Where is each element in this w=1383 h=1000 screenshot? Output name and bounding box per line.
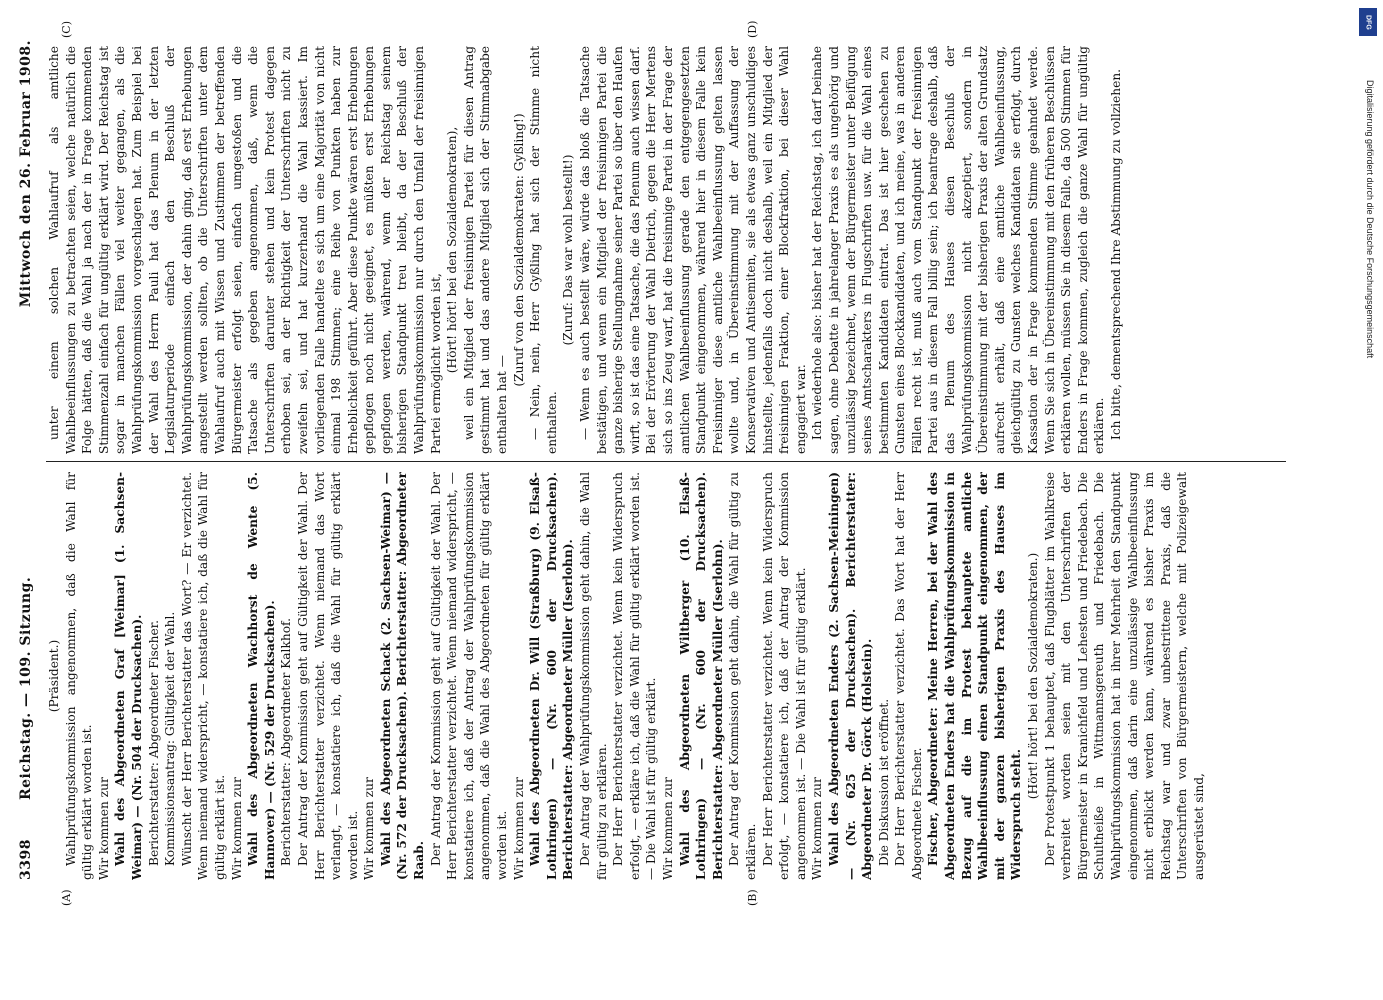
left-column-paragraph: Wahl des Abgeordneten Wachhorst de Wente (5. Hannover) — (Nr. 529 der Drucksachen). bbox=[246, 472, 277, 880]
left-column bbox=[46, 472, 1286, 880]
left-column-paragraph: Der Herr Berichterstatter verzichtet. Das Wort hat der Herr Abgeordnete Fischer. bbox=[893, 472, 924, 880]
left-column-paragraph: (Hört! hört! bei den Sozialdemokraten.) bbox=[1026, 552, 1041, 800]
right-column bbox=[46, 46, 1286, 454]
page-number: 3398 bbox=[18, 839, 34, 880]
left-column-paragraph: Fischer, Abgeordneter: Meine Herren, bei der Wahl des Abgeordneten Enders hat die Wahlprüfungskommission in Bezug auf die im Protest behauptete amtliche Wahlbeeinflussung einen Standpunkt eingenommen, der mit der ganzen bisherigen Praxis des Hauses im Widerspruch steht. bbox=[926, 472, 1024, 880]
left-column-paragraph: Wünscht der Herr Berichterstatter das Wort? — Er verzichtet. Wenn niemand widerspricht, — konstatiere ich, daß die Wahl für gültig erklärt ist. bbox=[179, 472, 227, 880]
left-column-paragraph: Berichterstatter: Abgeordneter Fischer. bbox=[146, 619, 161, 866]
margin-marker-d: (D) bbox=[746, 20, 759, 38]
left-column-paragraph: Wir kommen zur bbox=[96, 777, 111, 880]
left-column-paragraph: Wahl des Abgeordneten Enders (2. Sachsen-Meiningen) — (Nr. 625 der Drucksachen). Berichterstatter: Abgeordneter Dr. Görck (Holstein). bbox=[826, 472, 875, 880]
margin-marker-c: (C) bbox=[60, 21, 73, 38]
session-date: Mittwoch den 26. Februar 1908. bbox=[18, 40, 34, 308]
right-column-paragraph: (Hört! hört! bei den Sozialdemokraten), bbox=[445, 126, 460, 374]
margin-marker-b: (B) bbox=[746, 889, 759, 906]
right-column-paragraph: Ich bitte, dementsprechend Ihre Abstimmung zu vollziehen. bbox=[1109, 68, 1123, 440]
dfg-logo: DFG bbox=[1359, 8, 1377, 36]
left-column-paragraph: Wahl des Abgeordneten Dr. Will (Straßburg) (9. Elsaß-Lothringen) — (Nr. 600 der Drucksachen). Berichterstatter: Abgeordneter Müller (Iserlohn). bbox=[528, 472, 576, 880]
right-column-paragraph: — Nein, nein, Herr Gyßling hat sich der Stimme nicht enthalten. bbox=[528, 46, 559, 454]
left-column-paragraph: Wahl des Abgeordneten Wiltberger (10. Elsaß-Lothringen) — (Nr. 600 der Drucksachen). Berichterstatter: Abgeordneter Müller (Iserlohn). bbox=[677, 472, 725, 880]
left-column-paragraph: Wir kommen zur bbox=[362, 777, 377, 880]
digitization-note: Digitalisierung gefördert durch die Deutsche Forschungsgemeinschaft bbox=[1365, 80, 1375, 359]
left-column-paragraph: Der Antrag der Kommission geht auf Gültigkeit der Wahl. Der Herr Berichterstatter verzichtet. Wenn niemand widerspricht, — konstatiere ich, daß der Antrag der Wahlprüfungskommission angenommen, daß die Wahl des Abgeordneten für gültig erklärt worden ist. bbox=[428, 472, 510, 880]
text-columns bbox=[46, 20, 1286, 906]
session-title: Reichstag. — 109. Sitzung. bbox=[18, 576, 34, 800]
left-column-paragraph: Der Antrag der Kommission geht dahin, die Wahl für gültig zu erklären. bbox=[727, 472, 758, 880]
right-column-paragraph: — Wenn es auch bestellt wäre, würde das bloß die Tatsache bestätigen, und wenn ein Mitglied der freisinnigen Partei die ganze bisherige Stellungnahme seiner Partei so über den Haufen wirft, so ist das eine Tatsache, die das Plenum auch wissen darf. Bei der Erörterung der Wahl Dietrich, gegen die Herr Mertens sich so ins Zeug warf, hat die freisinnige Partei in der Frage der amtlichen Wahlbeeinflussung gerade den entgegengesetzten Standpunkt eingenommen, während hier in diesem Falle kein Freisinniger diese amtliche Wahlbeeinflussung gelten lassen wollte und, in Übereinstimmung mit der Auffassung der Konservativen und Antisemiten, sie als etwas ganz unschuldiges hinstellte, jedenfalls doch nicht deshalb, weil ein Mitglied der freisinnigen Fraktion, einer Blockfraktion, bei dieser Wahl engagiert war. bbox=[578, 46, 808, 454]
right-column-paragraph: Ich wiederhole also: bisher hat der Reichstag, ich darf beinahe sagen, ohne Debatte in jahrelanger Praxis es als ungehörig und unzulässig bezeichnet, wenn der Bürgermeister unter Beifügung seines Amtscharakters in Flugschriften usw. für die Wahl eines bestimmten Kandidaten eintrat. Das ist hier geschehen zu Gunsten eines Blockkandidaten, und ich meine, was in anderen Fällen recht ist, muß auch vom Standpunkt der freisinnigen Partei aus in diesem Fall billig sein; ich beantrage deshalb, daß das Plenum des Hauses diesen Beschluß der Wahlprüfungskommission nicht akzeptiert, sondern in Übereinstimmung mit der bisherigen Praxis der alten Grundsatz aufrecht erhält, daß eine amtliche Wahlbeeinflussung, gleichgültig zu Gunsten welches Kandidaten sie erfolgt, durch Kassation der in Frage kommenden Stimme geahndet werde. Wenn Sie sich in Übereinstimmung mit den früheren Beschlüssen erklären wollen, müssen Sie in diesem Falle, da 500 Stimmen für Enders in Frage kommen, zugleich die ganze Wahl für ungültig erklären. bbox=[810, 46, 1107, 454]
left-column-paragraph: Der Protestpunkt 1 behauptet, daß Flugblätter im Wahlkreise verbreitet worden seien mit den Unterschriften der Bürgermeister in Kranichfeld und Lehesten und Friedebach. Die Schultheiße in Wittmannsgereuth und Friedebach. Die Wahlprüfungskommission hat in ihrer Mehrheit den Standpunkt eingenommen, daß darin eine unzulässige Wahlbeeinflussung nicht erblickt werden kann, während es bisher Praxis im Reichstag war und zwar unbestrittene Praxis, daß die Unterschriften von Bürgermeistern, welche mit Polizeigewalt ausgerüstet sind, bbox=[1042, 472, 1206, 880]
left-column-paragraph: (Präsident.) bbox=[47, 639, 61, 713]
left-column-paragraph: Der Herr Berichterstatter verzichtet. Wenn kein Widerspruch erfolgt, — erkläre ich, daß die Wahl für gültig erklärt worden ist. — Die Wahl ist für gültig erklärt. bbox=[611, 472, 659, 880]
left-column-paragraph: Wir kommen zur bbox=[511, 777, 526, 880]
right-column-paragraph: weil ein Mitglied der freisinnigen Partei für diesen Antrag gestimmt hat und das andere Mitglied sich der Stimmabgabe enthalten hat — bbox=[461, 46, 510, 454]
left-column-paragraph: Wir kommen zur bbox=[660, 777, 675, 880]
left-column-paragraph: Die Diskussion ist eröffnet. bbox=[876, 698, 891, 866]
right-column-paragraph: (Zuruf von den Sozialdemokraten: Gyßling!) bbox=[511, 113, 526, 387]
left-column-paragraph: Der Herr Berichterstatter verzichtet. Wenn kein Widerspruch erfolgt, — konstatiere ich, daß der Antrag der Kommission angenommen ist. — Die Wahl ist für gültig erklärt. bbox=[760, 472, 808, 880]
left-column-paragraph: Kommissionsantrag: Gültigkeit der Wahl. bbox=[163, 611, 178, 866]
left-column-paragraph: Der Antrag der Wahlprüfungskommission geht dahin, die Wahl für gültig zu erklären. bbox=[578, 472, 609, 880]
margin-marker-a: (A) bbox=[60, 889, 73, 906]
left-column-paragraph: Wir kommen zur bbox=[810, 777, 825, 880]
right-column-paragraph: unter einem solchen Wahlaufruf als amtliche Wahlbeeinflussungen zu betrachten seien, welche natürlich die Folge hätten, daß die Wahl ja nach der in Frage kommenden Stimmenzahl einfach für ungültig erklärt wird. Der Reichstag ist sogar in manchen Fällen viel weiter gegangen, als die Wahlprüfungskommission vorgeschlagen hat. Zum Beispiel bei der Wahl des Herrn Pauli hat das Plenum in der letzten Legislaturperiode einfach den Beschluß der Wahlprüfungskommission, der dahin ging, daß erst Erhebungen angestellt werden sollten, ob die Unterschriften unter dem Wahlaufruf auch mit Wissen und Zustimmen der betreffenden Bürgermeister erfolgt seien, einfach umgestoßen und die Tatsache als gegeben angenommen, daß, wenn die Unterschriften darunter stehen und kein Protest dagegen erhoben sei, an der Richtigkeit der Unterschriften nicht zu zweifeln sei, und hat kurzerhand die Wahl kassiert. Im vorliegenden Falle handelte es sich um eine Majorität von nicht einmal 198 Stimmen; eine Reihe von Punkten haben zur Erheblichkeit geführt. Aber diese Punkte wären erst Erhebungen gepflogen noch nicht geeignet, es müßten erst Erhebungen gepflogen werden, während, wenn der Reichstag seinem bisherigen Standpunkt treu bleibt, da der Beschluß der Wahlprüfungskommission nur durch den Umfall der freisinnigen Partei ermöglicht worden ist, bbox=[47, 46, 443, 454]
right-column-paragraph: (Zuruf: Das war wohl bestellt!) bbox=[561, 154, 576, 346]
left-column-paragraph: Wahlprüfungskommission angenommen, daß die Wahl für gültig erklärt worden ist. bbox=[63, 472, 95, 880]
running-header bbox=[18, 40, 40, 880]
column-divider bbox=[46, 461, 1286, 462]
left-column-paragraph: Berichterstatter: Abgeordneter Kalkhof. bbox=[279, 618, 294, 866]
left-column-paragraph: Der Antrag der Kommission geht auf Gültigkeit der Wahl. Der Herr Berichterstatter verzichtet. Wenn niemand das Wort verlangt, — konstatiere ich, daß die Wahl für gültig erklärt worden ist. bbox=[295, 472, 360, 880]
left-column-paragraph: Wir kommen zur bbox=[229, 777, 244, 880]
left-column-paragraph: Wahl des Abgeordneten Schack (2. Sachsen-Weimar) — (Nr. 572 der Drucksachen). Berichterstatter: Abgeordneter Raab. bbox=[378, 472, 427, 880]
left-column-paragraph: Wahl des Abgeordneten Graf [Weimar] (1. Sachsen-Weimar) — (Nr. 504 der Drucksachen). bbox=[113, 472, 144, 880]
